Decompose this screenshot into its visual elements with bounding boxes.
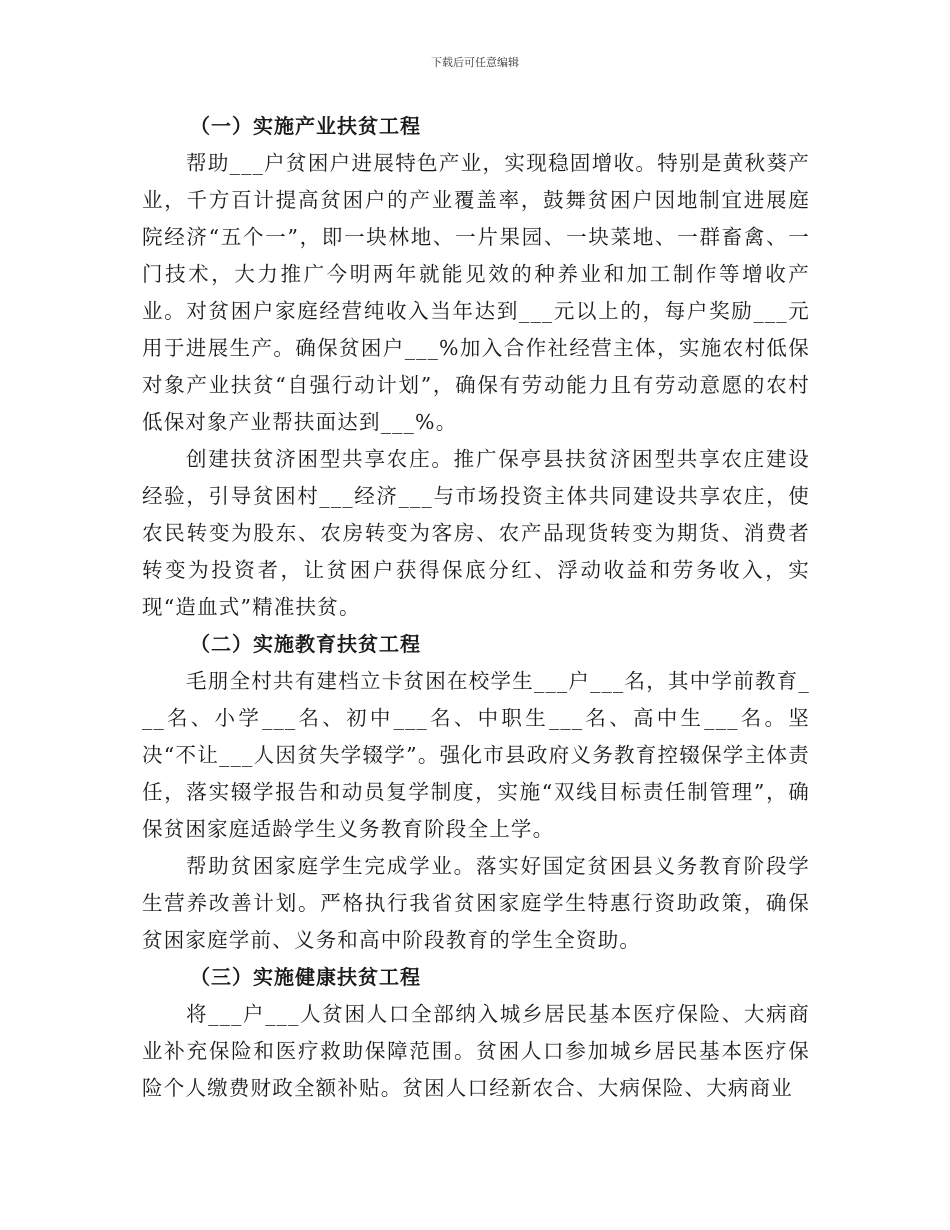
paragraph-education-students: 毛朋全村共有建档立卡贫困在校学生___户___名，其中学前教育___名、小学___名、初中___名、中职生___名、高中生___名。坚决“不让___人因贫失学辍学”。强化市县政府义务教育控辍保学主体责任，落实辍学报告和动员复学制度，实施“双线目标责任制管理”，确保贫困家庭适龄学生义务教育阶段全上学。 [142,669,810,841]
paragraph-industry-support: 帮助___户贫困户进展特色产业，实现稳固增收。特别是黄秋葵产业，千方百计提高贫困户的产业覆盖率，鼓舞贫困户因地制宜进展庭院经济“五个一”，即一块林地、一片果园、一块菜地、一群畜禽、一门技术，大力推广今明两年就能见效的种养业和加工制作等增收产业。对贫困户家庭经营纯收入当年达到___元以上的，每户奖励___元用于进展生产。确保贫困户___%加入合作社经营主体，实施农村低保对象产业扶贫“自强行动计划”，确保有劳动能力且有劳动意愿的农村低保对象产业帮扶面达到___%。 [142,151,810,434]
page-header-note: 下载后可任意编辑 [431,56,519,69]
document-body [142,108,810,1107]
paragraph-health-insurance: 将___户___人贫困人口全部纳入城乡居民基本医疗保险、大病商业补充保险和医疗救助保障范围。贫困人口参加城乡居民基本医疗保险个人缴费财政全额补贴。贫困人口经新农合、大病保险、大病商业 [142,1002,810,1100]
section-heading-industry: （一）实施产业扶贫工程 [190,114,421,138]
paragraph-shared-farm: 创建扶贫济困型共享农庄。推广保亭县扶贫济困型共享农庄建设经验，引导贫困村___经济___与市场投资主体共同建设共享农庄，使农民转变为股东、农房转变为客房、农产品现货转变为期货、消费者转变为投资者，让贫困户获得保底分红、浮动收益和劳务收入，实现“造血式”精准扶贫。 [142,447,810,619]
section-heading-health: （三）实施健康扶贫工程 [190,965,421,989]
paragraph-education-aid: 帮助贫困家庭学生完成学业。落实好国定贫困县义务教育阶段学生营养改善计划。严格执行我省贫困家庭学生特惠行资助政策，确保贫困家庭学前、义务和高中阶段教育的学生全资助。 [142,854,810,952]
section-heading-education: （二）实施教育扶贫工程 [190,632,421,656]
